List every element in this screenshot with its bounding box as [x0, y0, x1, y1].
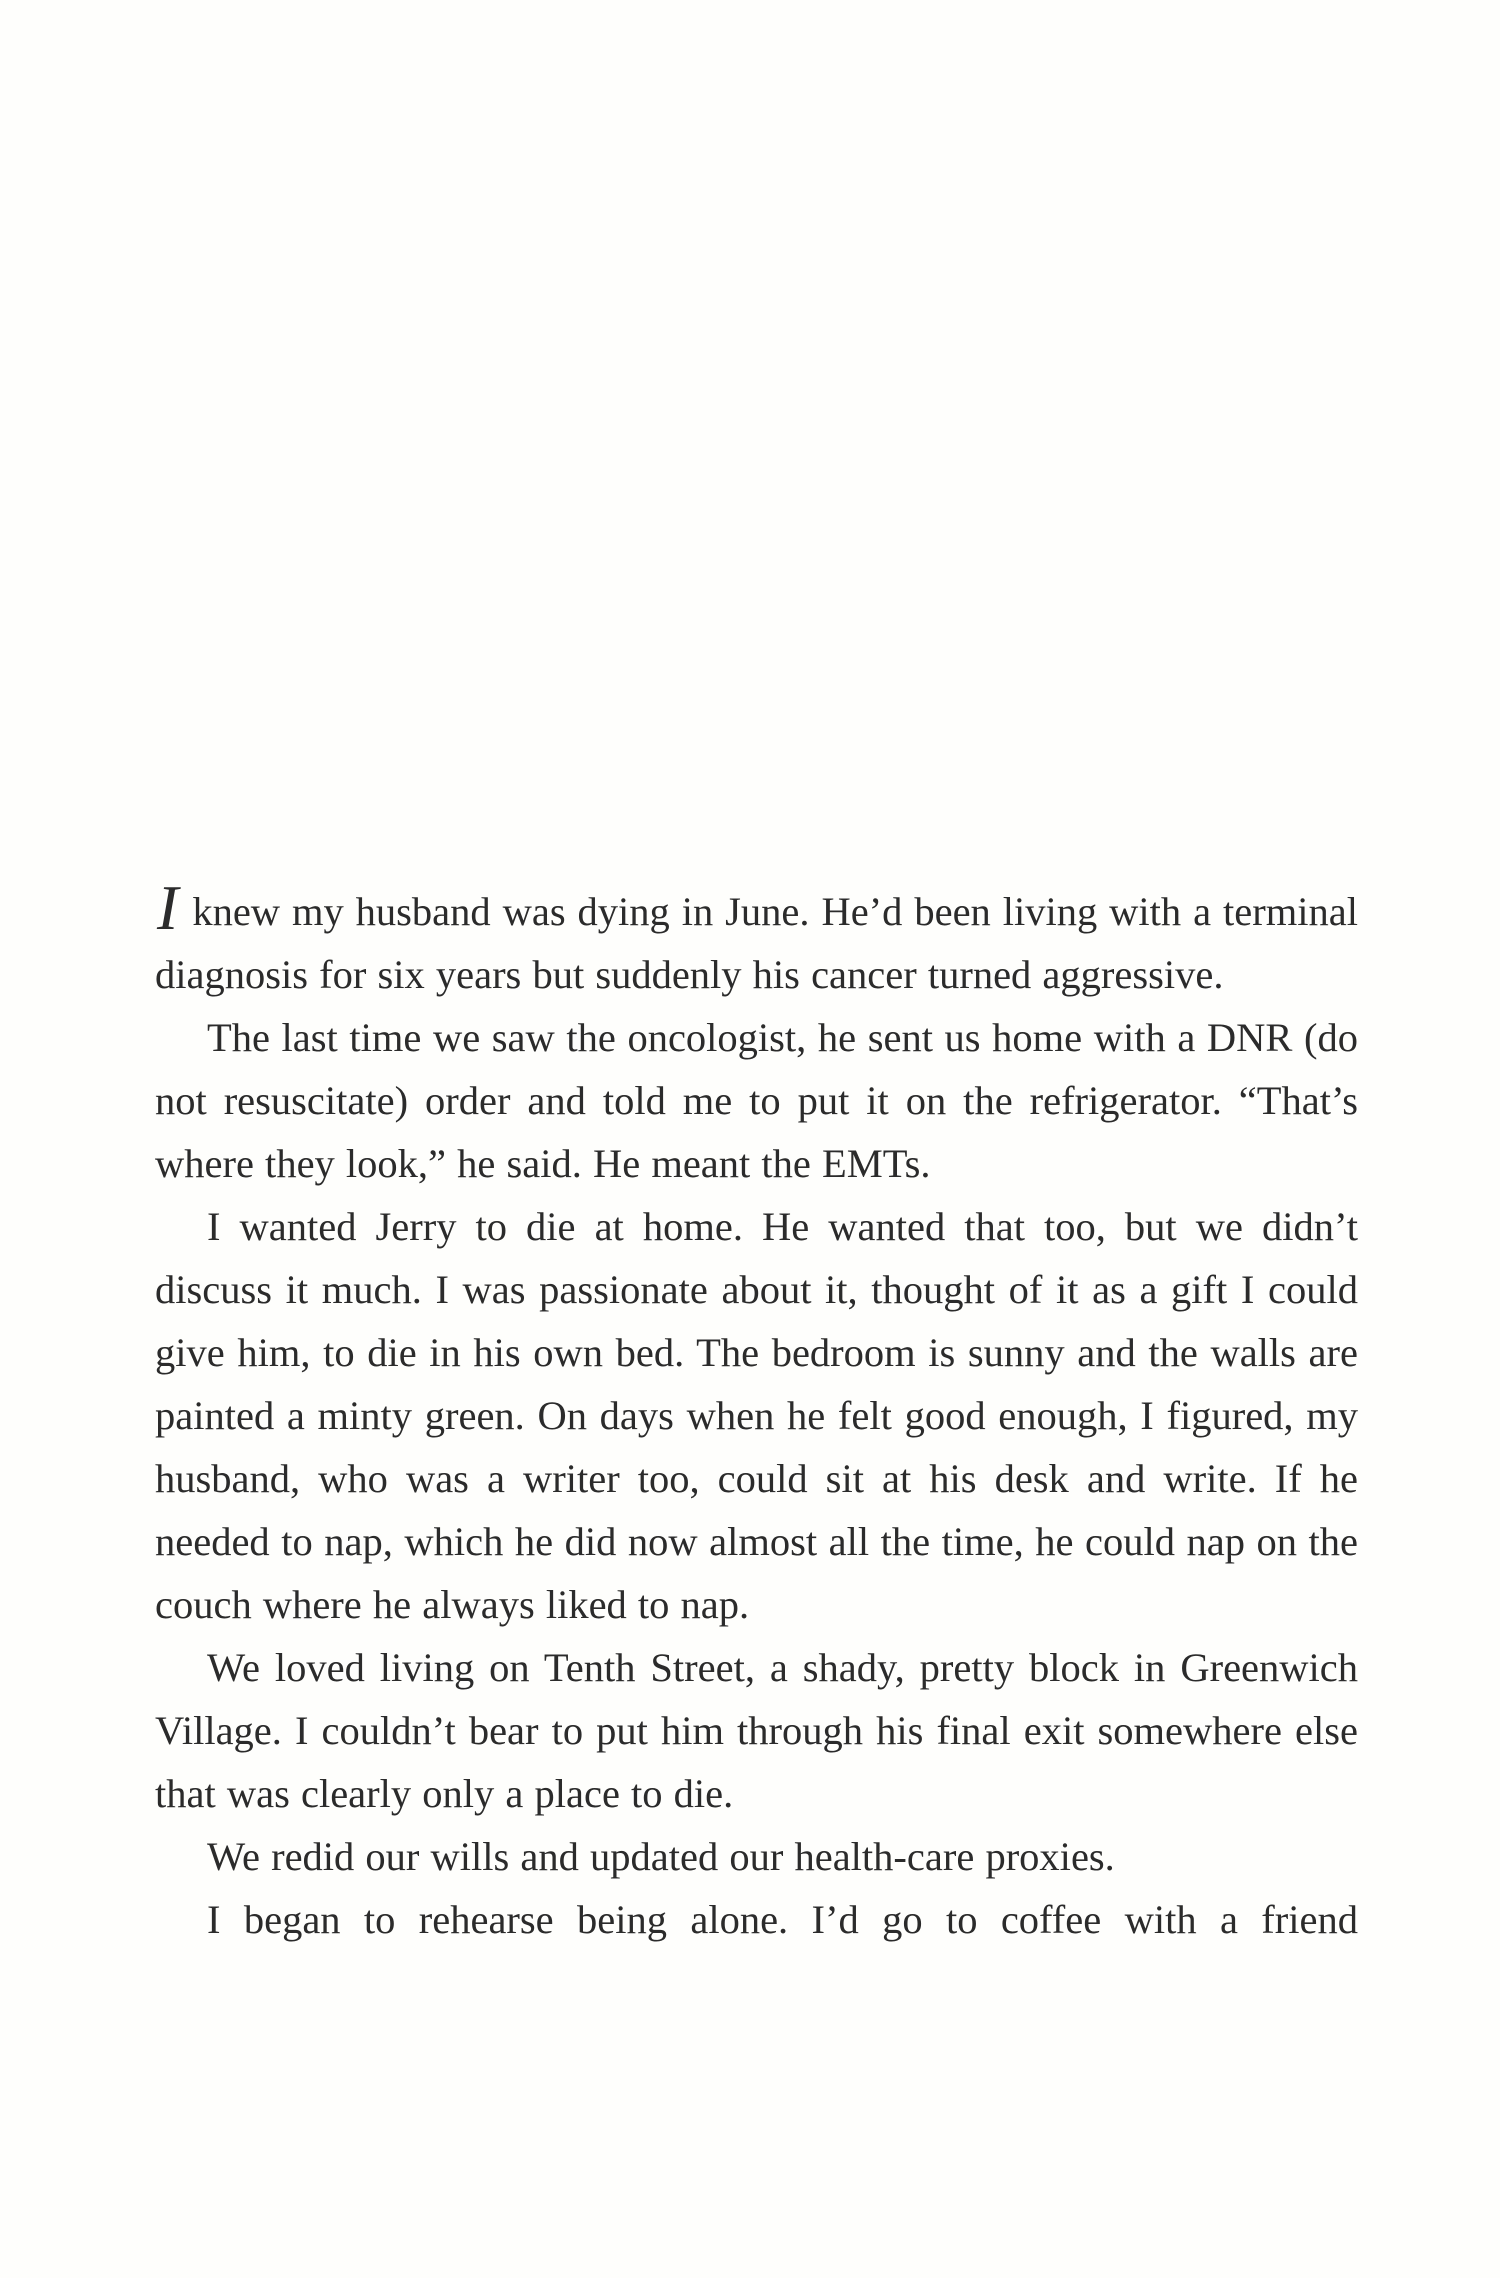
paragraph-tenth-street: We loved living on Tenth Street, a shady, pretty block in Greenwich Village. I couldn’t bear to put him through his final exit somewhere else that was clearly only a place to die. — [155, 1645, 1358, 1816]
paragraph-rehearse-alone: I began to rehearse being alone. I’d go to coffee with a friend — [207, 1897, 1358, 1942]
paragraph-die-at-home: I wanted Jerry to die at home. He wanted that too, but we didn’t discuss it much. I was passionate about it, thought of it as a gift I could give him, to die in his own bed. The bedroom is sunny and the walls are painted a minty green. On days when he felt good enough, I figured, my husband, who was a writer too, could sit at his desk and write. If he needed to nap, which he did now almost all the time, he could nap on the couch where he always liked to nap. — [155, 1204, 1358, 1627]
body-text — [155, 872, 1358, 1951]
opening-paragraph-text: knew my husband was dying in June. He’d been living with a terminal diagnosis for six years but suddenly his cancer turned aggressive. — [155, 889, 1358, 997]
paragraph-wills: We redid our wills and updated our health-care proxies. — [207, 1834, 1115, 1879]
drop-cap: I — [157, 872, 179, 943]
opening-paragraph — [155, 872, 1358, 1006]
paragraph-dnr-order: The last time we saw the oncologist, he sent us home with a DNR (do not resuscitate) order and told me to put it on the refrigerator. “That’s where they look,” he said. He meant the EMTs. — [155, 1015, 1358, 1186]
